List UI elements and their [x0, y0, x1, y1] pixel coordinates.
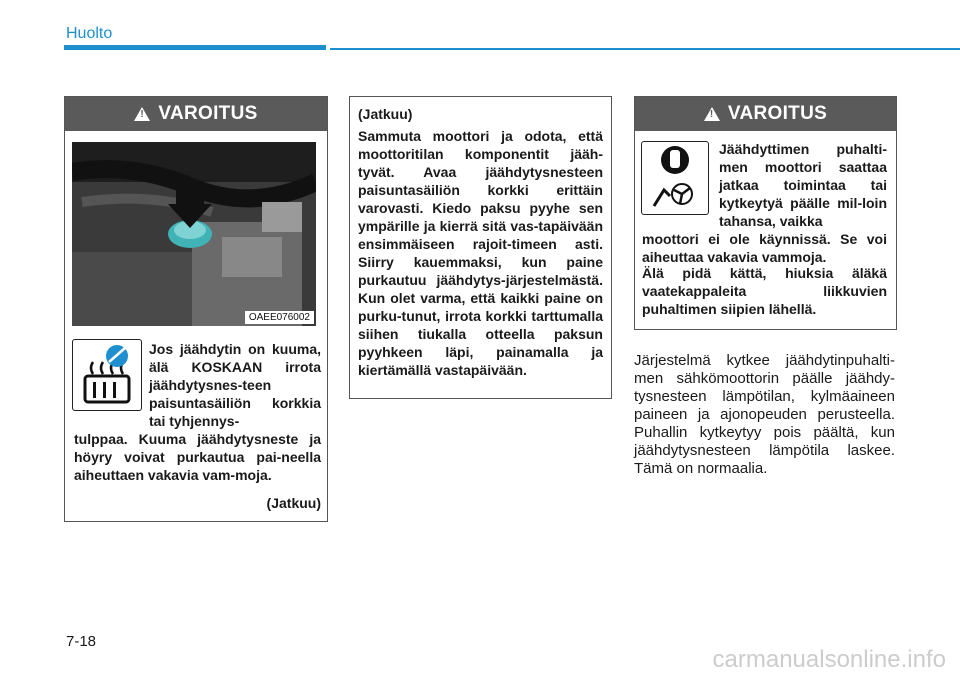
no-touch-icon	[106, 345, 128, 367]
left-warning-continued: (Jatkuu)	[266, 495, 321, 511]
engine-bay-photo	[72, 142, 316, 326]
fan-warning-icon	[641, 141, 709, 215]
right-warning-text-second: Älä pidä kättä, hiuksia äläkä vaatekappaleita liikkuvien puhaltimen siipien lähellä.	[642, 265, 887, 317]
photo-caption: OAEE076002	[245, 311, 314, 324]
left-warning-text-indented: Jos jäähdytin on kuuma, älä KOSKAAN irrota jäähdytysnes-teen paisuntasäiliön korkkia tai tyhjennys-	[149, 341, 321, 429]
left-warning-title: VAROITUS	[158, 103, 258, 124]
body-paragraph: Järjestelmä kytkee jäähdytinpuhalti-men sähkömoottorin päälle jäähdy-tysnesteen lämpötilan, kylmäaineen paineen ja ajonopeuden perusteella. Puhallin kytkeytyy pois päältä, kun jäähdytysnesteen lämpötila laskee. Tämä on normaalia.	[634, 352, 895, 477]
left-warning-header	[65, 97, 327, 131]
right-warning-text-full: moottori ei ole käynnissä. Se voi aiheuttaa vakavia vammoja.	[642, 231, 887, 265]
right-warning-header	[635, 97, 896, 131]
header-rule-thick	[64, 45, 326, 50]
right-warning-text-indented: Jäähdyttimen puhalti-men moottori saattaa jatkaa toimintaa tai kytkeytyä päälle mil-loin tahansa, vaikka	[719, 141, 887, 229]
right-warning-title: VAROITUS	[727, 103, 828, 124]
fan-hazard-icon	[654, 184, 692, 206]
page-number: 7-18	[66, 633, 97, 650]
warning-triangle-icon	[704, 107, 720, 121]
engine-bay-illustration	[72, 142, 316, 326]
middle-heading: (Jatkuu)	[358, 106, 413, 122]
warning-triangle-icon	[134, 107, 150, 121]
left-warning-text-full: tulppaa. Kuuma jäähdytysneste ja höyry voivat purkautua pai-neella aiheuttaen vakavia vam-moja.	[74, 431, 321, 483]
middle-text: Sammuta moottori ja odota, että moottoritilan komponentit jääh-tyvät. Avaa jäähdytysnesteen paisuntasäiliön korkki erittäin varovasti. Kiedo paksu pyyhe sen ympärille ja kierrä sitä vas-tapäivään ensimmäiseen rajoit-timeen asti. Siirry kauemmaksi, kun paine purkautuu jäähdytys-järjestelmästä. Kun olet varma, että kaikki paine on purku-tunut, irrota korkki tarttumalla siihen tiukalla otteella paksun pyyhkeen läpi, painamalla ja kiertämällä vastapäivään.	[358, 128, 603, 378]
section-title: Huolto	[66, 25, 113, 42]
header-rule-thin	[330, 48, 960, 50]
hot-radiator-icon	[72, 339, 142, 411]
watermark: carmanualsonline.info	[712, 646, 946, 673]
stop-hand-icon	[661, 146, 689, 174]
